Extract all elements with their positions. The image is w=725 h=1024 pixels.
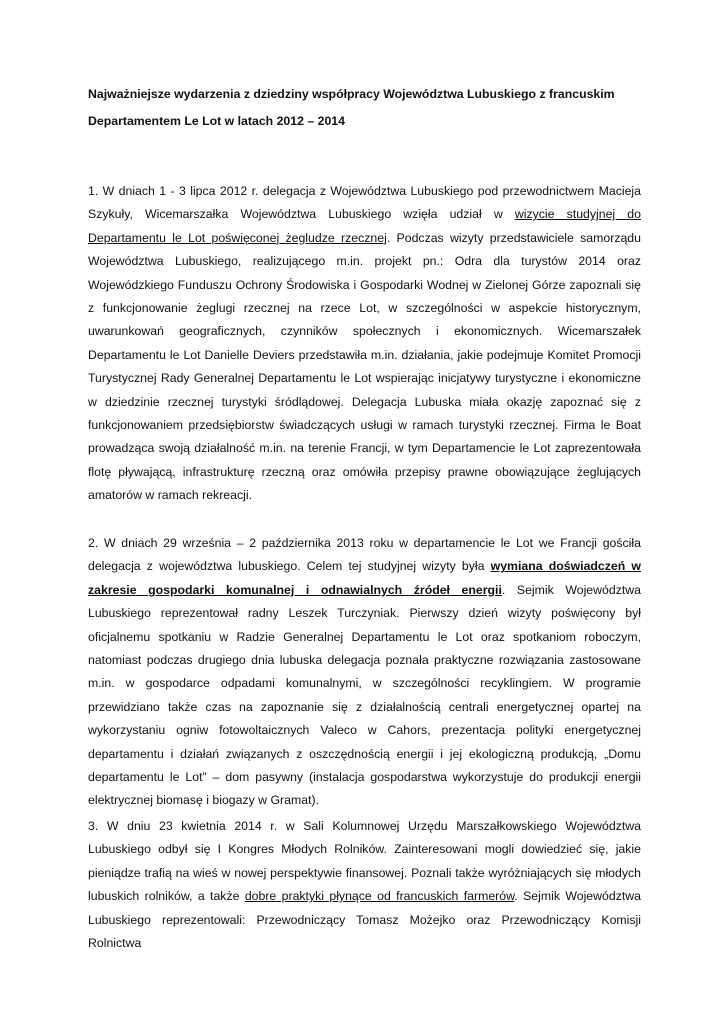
paragraph-2014-congress [88, 815, 641, 955]
paragraph-2013-visit [88, 532, 641, 813]
paragraph-text: . Sejmik Województwa Lubuskiego reprezentował radny Leszek Turczyniak. Pierwszy dzień wizyty poświęcony był oficjalnemu spotkaniu w Radzie Generalnej Departamentu le Lot oraz spotkaniom roboczym, natomiast podczas drugiego dnia lubuska delegacja poznała praktyczne rozwiązania zastosowane m.in. w gospodarce odpadami komunalnymi, w szczególności recyklingiem. W programie przewidziano także czas na zapoznanie się z działalnością centrali energetycznej opartej na wykorzystaniu ogniw fotowoltaicznych Valeco w Cahors, prezentacja polityki energetycznej departamentu i działań związanych z oszczędnością energii i jej ekologiczną produkcją, „Domu departamentu le Lot” – dom pasywny (instalacja gospodarstwa wykorzystuje do produkcji energii elektrycznej biomasę i biogazy w Gramat). [88, 582, 641, 808]
paragraph-text: 3. W dniu 23 kwietnia 2014 r. w Sali Kolumnowej Urzędu Marszałkowskiego Województwa Lubuskiego odbył się I Kongres Młodych Rolników. Zainteresowani mogli dowiedzieć się, jakie pieniądze trafią na wieś w nowej perspektywie finansowej. Poznali także wyróżniających się młodych lubuskich rolników, a także [88, 819, 641, 904]
experience-exchange-link[interactable]: wymiana doświadczeń w zakresie gospodarki komunalnej i odnawialnych źródeł energii [88, 559, 641, 597]
paragraph-text: . Sejmik Województwa Lubuskiego reprezentowali: Przewodniczący Tomasz Możejko oraz Przewodniczący Komisji Rolnictwa [88, 889, 641, 951]
paragraph-2012-visit [88, 180, 641, 508]
paragraph-text: . Podczas wizyty przedstawiciele samorządu Województwa Lubuskiego, realizującego m.in. projekt pn.: Odra dla turystów 2014 oraz Wojewódzkiego Funduszu Ochrony Środowiska i Gospodarki Wodnej w Zielonej Górze zapoznali się z funkcjonowanie żeglugi rzecznej na rzece Lot, w szczególności w aspekcie historycznym, uwarunkowań geograficznych, czynników społecznych i ekonomicznych. Wicemarszałek Departamentu le Lot Danielle Deviers przedstawiła m.in. działania, jakie podejmuje Komitet Promocji Turystycznej Rady Generalnej Departamentu le Lot wspierając inicjatywy turystyczne i ekonomiczne w dziedzinie rzecznej turystyki śródlądowej. Delegacja Lubuska miała okazję zapoznać się z funkcjonowaniem przedsiębiorstw świadczących usługi w ramach turystyki rzecznej. Firma le Boat prowadząca swoją działalność m.in. na terenie Francji, w tym Departamencie le Lot zaprezentowała flotę pływającą, infrastrukturę rzeczną oraz omówiła przepisy prawne obowiązujące żeglujących amatorów w ramach rekreacji. [88, 230, 641, 503]
study-visit-link[interactable]: wizycie studyjnej do Departamentu le Lot poświęconej żegludze rzecznej [88, 207, 641, 245]
paragraph-text: 1. W dniach 1 - 3 lipca 2012 r. delegacja z Województwa Lubuskiego pod przewodnictwem Macieja Szykuły, Wicemarszałka Województwa Lubuskiego wzięła udział w [88, 184, 641, 222]
document-title: Najważniejsze wydarzenia z dziedziny współpracy Województwa Lubuskiego z francuskim Departamentem Le Lot w latach 2012 – 2014 [88, 87, 615, 128]
good-practices-link[interactable]: dobre praktyki płynące od francuskich farmerów [244, 889, 515, 904]
paragraph-text: 2. W dniach 29 września – 2 października 2013 roku w departamencie le Lot we Francji gościła delegacja z województwa lubuskiego. Celem tej studyjnej wizyty była [88, 536, 641, 574]
